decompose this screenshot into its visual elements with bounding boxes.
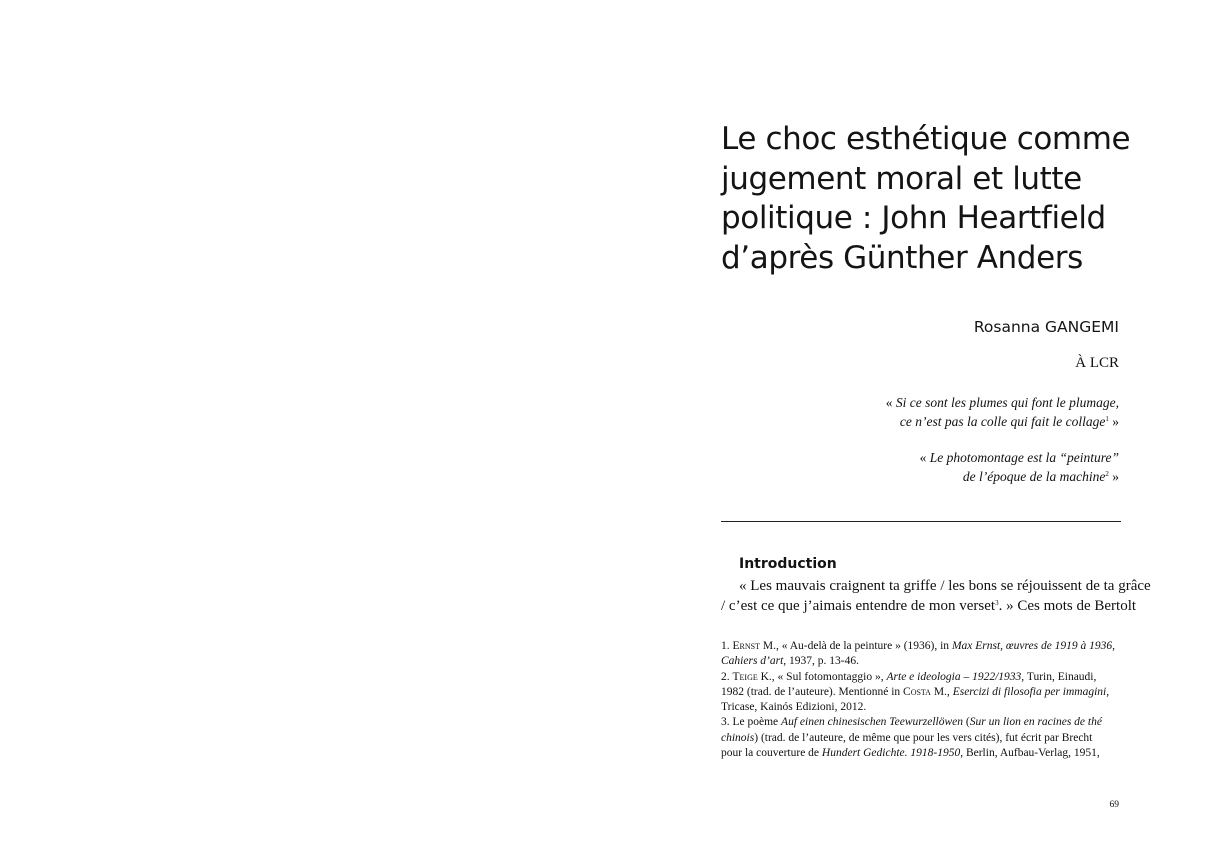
footnote-text: pour la couverture de [721,747,822,760]
footnote-title: Sur un lion en racines de thé [969,716,1102,729]
title-line: politique : John Heartfield [721,200,1106,236]
footnote-text: 1982 (trad. de l’auteure). Mentionné in [721,685,904,698]
body-text: / c’est ce que j’aimais entendre de mon verset [721,598,996,614]
footnote-text: ( [963,716,970,729]
footnote-title: Esercizi di filosofia per immagini [952,685,1107,698]
epigraph-2 [920,448,1119,486]
footnote-1 [721,639,1121,670]
title-line: Le choc esthétique comme [721,121,1131,157]
footnote-text: , Berlin, Aufbau-Verlag, 1951, [960,747,1100,760]
footnote-number: 1. [721,640,733,652]
epigraph-line [920,448,1119,467]
body-line [721,576,1151,596]
body-text: . » Ces mots de Bertolt [998,598,1137,614]
footnote-number: 2. [721,670,733,683]
footnote-2 [721,670,1121,716]
page-number: 69 [1109,800,1119,810]
footnote-title: Auf einen chinesischen Teewurzellöwen [781,716,963,729]
epigraph-text: Le photomontage est la “peinture” [929,450,1119,465]
footnote-line [721,654,1121,669]
footnote-text: , 1937, p. 13-46. [783,655,860,668]
footnote-line [721,715,1121,730]
footnote-line [721,700,1121,715]
close-quote: » [1108,414,1119,429]
footnote-line [721,731,1121,746]
section-divider [721,521,1121,522]
open-quote: « [885,395,896,410]
footnote-ref: 1 [1105,415,1109,423]
footnote-text: ) (trad. de l’auteure, de même que pour les vers cités), fut écrit par Brecht [754,731,1093,744]
article-title [721,120,1141,278]
body-text: « Les mauvais craignent ta griffe / les bons se réjouissent de ta grâce [739,578,1151,594]
epigraph-1 [886,393,1119,431]
footnote-text: Tricase, Kainós Edizioni, 2012. [721,701,867,714]
footnote-author: Ernst [732,640,760,652]
title-line: jugement moral et lutte [721,160,1082,197]
epigraph-line [920,467,1119,486]
section-heading: Introduction [739,556,837,572]
body-paragraph [721,576,1151,616]
footnotes [721,639,1121,761]
footnote-text: M., « Au-delà de la peinture » (1936), in [759,640,952,652]
footnote-author: Teige [732,670,758,683]
dedication: À LCR [1075,355,1119,371]
footnote-author: Costa [903,685,931,698]
footnote-title: chinois [721,731,755,744]
body-line [721,596,1137,616]
epigraph-text: de l’époque de la machine [962,469,1106,484]
footnote-text: , [1106,685,1110,698]
footnote-ref: 2 [1105,470,1109,478]
open-quote: « [919,450,930,465]
footnote-title: Max Ernst, œuvres de 1919 à 1936, [951,640,1116,652]
epigraph-text: ce n’est pas la colle qui fait le collage [899,414,1106,429]
footnote-text: , Turin, Einaudi, [1021,670,1097,683]
footnote-line [721,670,1121,685]
footnote-title: Arte e ideologia – 1922/1933 [886,670,1022,683]
footnote-3 [721,715,1121,761]
author-name: Rosanna GANGEMI [973,318,1119,336]
epigraph-line [886,412,1119,431]
footnote-text: K., « Sul fotomontaggio », [757,670,887,683]
footnote-text: 3. Le poème [721,716,782,729]
footnote-title: Hundert Gedichte. 1918-1950 [821,747,961,760]
title-line: d’après Günther Anders [721,239,1083,276]
footnote-text: M., [930,685,953,698]
close-quote: » [1108,469,1119,484]
footnote-line [721,746,1121,761]
epigraph-text: Si ce sont les plumes qui font le plumage, [895,395,1119,410]
epigraph-line [886,393,1119,412]
footnote-title: Cahiers d’art [721,655,784,668]
footnote-line [721,685,1121,700]
footnote-ref: 3 [995,599,999,607]
footnote-line [721,639,1121,654]
